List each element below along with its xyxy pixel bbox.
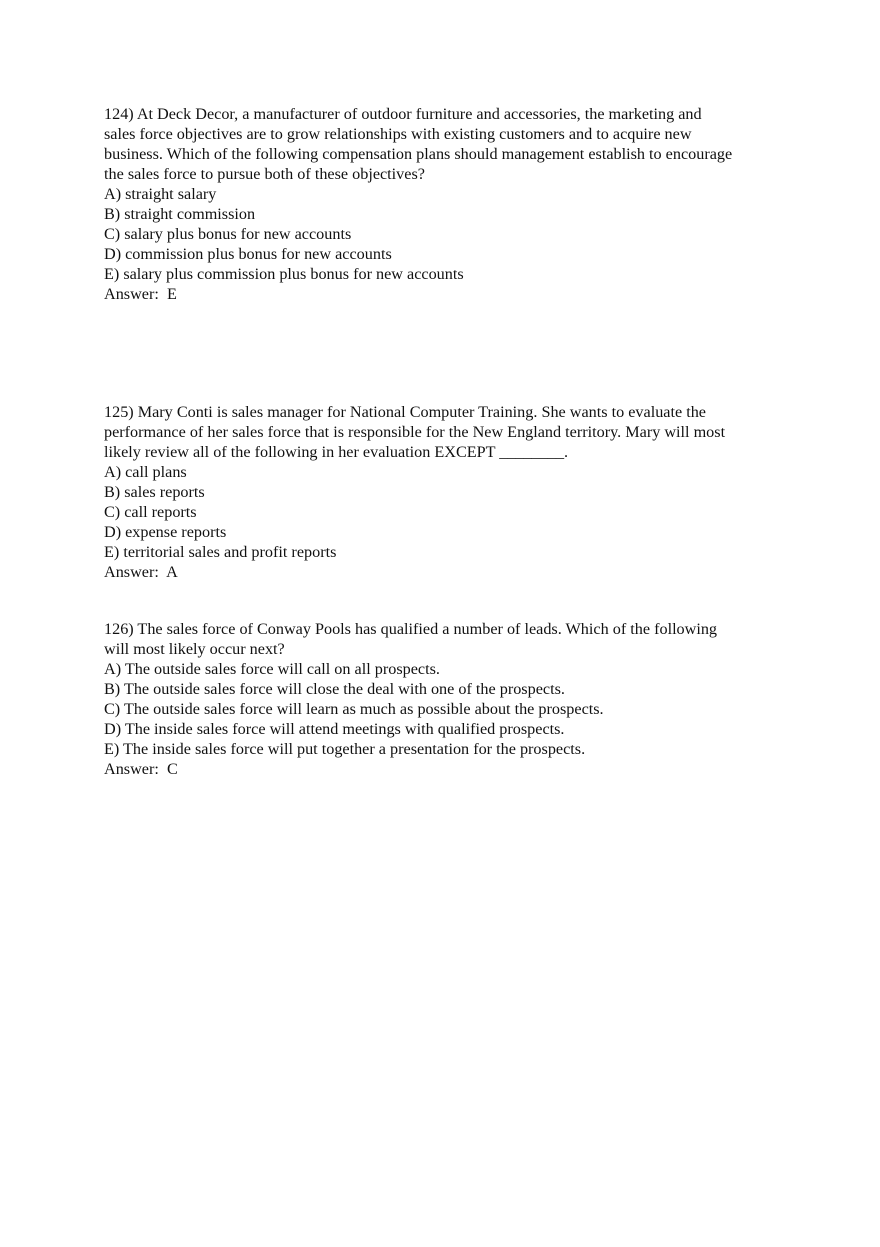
option-d: D) expense reports	[104, 523, 227, 541]
question-125	[104, 402, 794, 582]
option-list	[104, 462, 794, 562]
question-stem: 124) At Deck Decor, a manufacturer of outdoor furniture and accessories, the marketing and sales force objectives are to grow relationships with existing customers and to acquire new business. Which of the following compensation plans should management establish to encourage the sales force to pursue both of these objectives?	[104, 105, 733, 183]
answer-label: Answer:	[104, 285, 159, 303]
option-list	[104, 659, 794, 759]
option-e: E) territorial sales and profit reports	[104, 543, 337, 561]
question-stem: 125) Mary Conti is sales manager for National Computer Training. She wants to evaluate the performance of her sales force that is responsible for the New England territory. Mary will most likely review all of the following in her evaluation EXCEPT ________.	[104, 403, 726, 461]
answer-line	[104, 759, 794, 779]
answer-line	[104, 284, 794, 304]
option-b: B) sales reports	[104, 483, 205, 501]
option-d: D) The inside sales force will attend meetings with qualified prospects.	[104, 720, 565, 738]
answer-value: E	[166, 285, 177, 303]
option-a: A) The outside sales force will call on all prospects.	[104, 660, 440, 678]
answer-label: Answer:	[104, 760, 159, 778]
option-b: B) straight commission	[104, 205, 256, 223]
option-a: A) call plans	[104, 463, 187, 481]
option-list	[104, 184, 794, 284]
question-124	[104, 104, 794, 304]
option-e: E) The inside sales force will put together a presentation for the prospects.	[104, 740, 586, 758]
question-126	[104, 619, 794, 779]
question-stem: 126) The sales force of Conway Pools has qualified a number of leads. Which of the following will most likely occur next?	[104, 620, 718, 658]
option-c: C) salary plus bonus for new accounts	[104, 225, 352, 243]
option-c: C) The outside sales force will learn as much as possible about the prospects.	[104, 700, 604, 718]
option-d: D) commission plus bonus for new accounts	[104, 245, 392, 263]
answer-value: A	[166, 563, 178, 581]
option-c: C) call reports	[104, 503, 197, 521]
option-b: B) The outside sales force will close the deal with one of the prospects.	[104, 680, 565, 698]
option-e: E) salary plus commission plus bonus for new accounts	[104, 265, 464, 283]
answer-value: C	[166, 760, 178, 778]
option-a: A) straight salary	[104, 185, 217, 203]
answer-line	[104, 562, 794, 582]
answer-label: Answer:	[104, 563, 159, 581]
